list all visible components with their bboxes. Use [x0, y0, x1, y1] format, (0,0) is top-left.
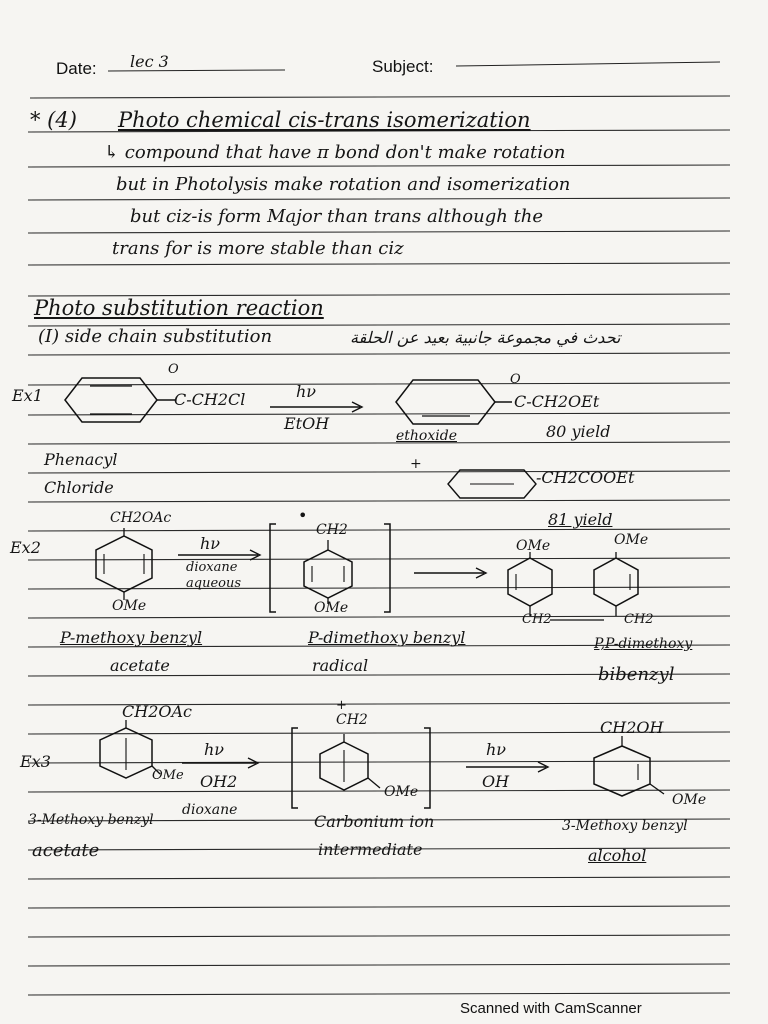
ex1-yield-2: 81 yield	[548, 510, 613, 529]
ex1-arrow	[268, 400, 368, 414]
ex2-reactant-ring	[84, 528, 164, 600]
ex3-product-ring	[572, 736, 672, 806]
ex1-product-note: ethoxide	[396, 428, 457, 444]
section-line-1: ↳ compound that have π bond don't make rotation	[104, 142, 566, 163]
date-value: lec 3	[130, 52, 169, 71]
section-line-4: trans for is more stable than ciz	[112, 238, 404, 259]
date-label: Date:	[56, 59, 97, 78]
ex2-name2-line1: P-dimethoxy benzyl	[308, 628, 466, 647]
section-line-3: but ciz-is form Major than trans although the	[130, 206, 544, 227]
ex2-name1-line2: acetate	[110, 656, 170, 675]
ex1-benzene-ring	[50, 370, 180, 430]
ex3-cation-sign: +	[336, 698, 347, 713]
ex3-cation-side: OMe	[384, 784, 419, 800]
ex1-condition-bottom: EtOH	[284, 414, 330, 433]
ex3-name2-line2: intermediate	[318, 840, 423, 859]
photosub-subtitle: (I) side chain substitution	[38, 326, 273, 347]
scanner-watermark: Scanned with CamScanner	[460, 1000, 642, 1017]
ex2-radical-dot: •	[298, 506, 308, 525]
ex2-condition-top: hν	[200, 534, 221, 553]
ex3-condition-mid: OH2	[200, 772, 238, 791]
ex1-carbonyl-o: O	[168, 362, 179, 377]
ex2-name3-line2: bibenzyl	[598, 664, 675, 685]
ex2-top-group: CH2OAc	[110, 510, 172, 526]
ex3-name3-line2: alcohol	[588, 846, 647, 865]
ex2-dimer-right-top: OMe	[614, 532, 649, 548]
ex2-dimer-right-bottom: CH2	[624, 612, 654, 627]
ex1-product2-group: -CH2COOEt	[536, 468, 635, 487]
ex2-name3-line1: P,P-dimethoxy	[594, 636, 693, 652]
ex1-condition-top: hν	[296, 382, 317, 401]
ex2-arrow-2	[412, 566, 492, 580]
ex1-reactant-name-1: Phenacyl	[44, 450, 118, 469]
ex3-name1-line2: acetate	[32, 840, 100, 861]
ex1-product-ring	[388, 372, 518, 432]
ex3-product-top: CH2OH	[600, 718, 664, 737]
ex2-radical-group: CH2	[316, 522, 348, 538]
photosub-arabic: تحدث في مجموعة جانبية بعيد عن الحلقة	[350, 328, 621, 347]
section-marker: * (4)	[30, 108, 77, 132]
ex2-dimer-left-bottom: CH2	[522, 612, 552, 627]
ex3-label: Ex3	[20, 752, 51, 771]
ex3-condition-top: hν	[204, 740, 225, 759]
ex3-name3-line1: 3-Methoxy benzyl	[562, 818, 688, 834]
ex3-side-group: OMe	[152, 768, 184, 783]
ex1-label: Ex1	[12, 386, 43, 405]
ex1-reactant-name-2: Chloride	[44, 478, 114, 497]
ex2-radical-bottom: OMe	[314, 600, 349, 616]
photosub-title: Photo substitution reaction	[34, 296, 324, 320]
ex1-product2-ring	[444, 466, 544, 502]
section-title: Photo chemical cis-trans isomerization	[118, 108, 531, 132]
ex3-condition2-top: hν	[486, 740, 507, 759]
ex2-name1-line1: P-methoxy benzyl	[60, 628, 203, 647]
ex3-condition-bottom: dioxane	[182, 802, 238, 818]
ex3-arrow-1	[180, 756, 264, 770]
ex2-label: Ex2	[10, 538, 41, 557]
ex1-plus: +	[410, 456, 422, 472]
ex2-name2-line2: radical	[312, 656, 369, 675]
subject-label: Subject:	[372, 57, 434, 76]
ex2-bottom-group: OMe	[112, 598, 147, 614]
ex2-condition-bottom-1: dioxane	[186, 560, 238, 575]
ex3-cation-group: CH2	[336, 712, 368, 728]
ex2-dimer-left-top: OMe	[516, 538, 551, 554]
ex3-name2-line1: Carbonium ion	[314, 812, 435, 831]
ex3-top-group: CH2OAc	[122, 702, 193, 721]
section-line-2: but in Photolysis make rotation and isomerization	[116, 174, 571, 195]
ex3-product-side: OMe	[672, 792, 707, 808]
ex1-yield-1: 80 yield	[546, 422, 611, 441]
ex1-product-carbonyl: O	[510, 372, 521, 387]
ex1-product-group: C-CH2OEt	[514, 392, 600, 411]
ex2-condition-bottom-2: aqueous	[186, 576, 242, 591]
ex3-name1-line1: 3-Methoxy benzyl	[28, 812, 154, 828]
ex1-reactant-group: C-CH2Cl	[174, 390, 246, 409]
ex3-condition2-bottom: OH	[482, 772, 510, 791]
